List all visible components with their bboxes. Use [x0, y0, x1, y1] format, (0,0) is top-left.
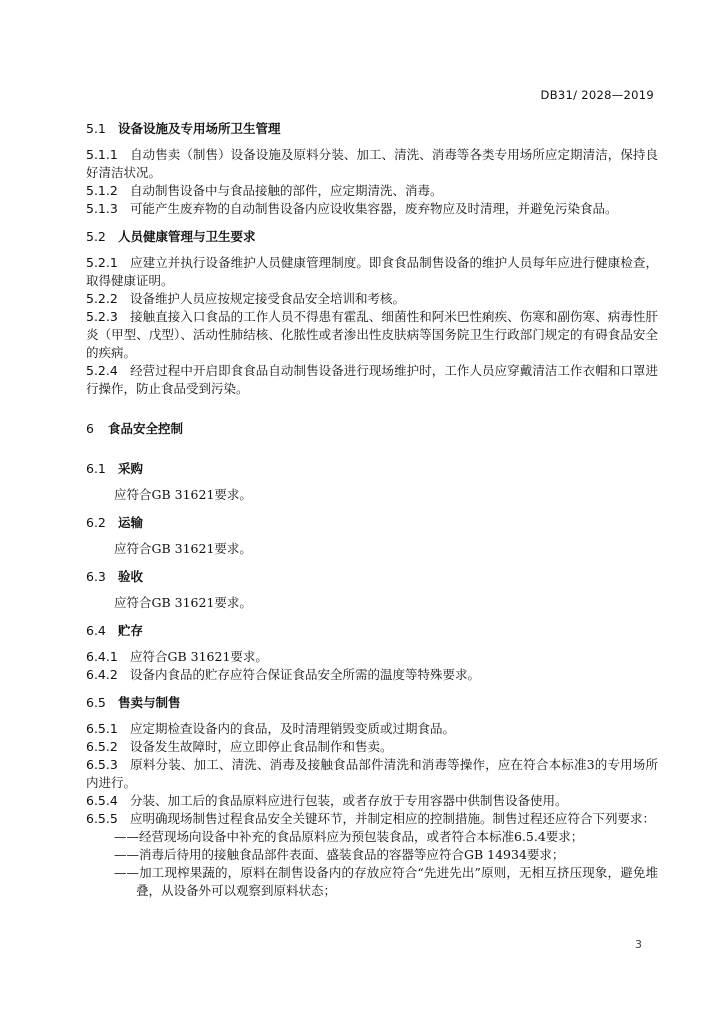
section-title: 售卖与制售 [118, 695, 181, 710]
clause-number: 6.5.5 [86, 811, 118, 826]
page-number: 3 [635, 938, 642, 951]
clause-number: 6.5.3 [86, 757, 118, 772]
section-number: 6.5 [86, 695, 106, 710]
clause-text: 应明确现场制售过程食品安全关键环节，并制定相应的控制措施。制售过程还应符合下列要求： [130, 811, 656, 826]
section-number: 6.3 [86, 569, 106, 584]
requirement-text: 应符合GB 31621要求。 [114, 595, 252, 610]
clause-text: 设备维护人员应按规定接受食品安全培训和考核。 [130, 291, 406, 306]
clause-number: 5.2.2 [86, 291, 118, 306]
clause [86, 182, 658, 200]
clause-text: 自动售卖（制售）设备设施及原料分装、加工、清洗、消毒等各类专用场所应定期清洁，保持良好清洁状况。 [86, 147, 658, 180]
clause [86, 308, 658, 362]
clause-number: 6.5.2 [86, 739, 118, 754]
list-item: ——经营现场向设备中补充的食品原料应为预包装食品，或者符合本标准6.5.4要求； [114, 829, 584, 844]
clause-number: 6.4.1 [86, 649, 118, 664]
section-title: 食品安全控制 [108, 421, 184, 436]
clause [86, 756, 658, 792]
section-number: 5.1 [86, 121, 106, 136]
section-heading [86, 460, 658, 478]
clause-text: 应定期检查设备内的食品，及时清理销毁变质或过期食品。 [130, 721, 456, 736]
list-item: ——消毒后待用的接触食品部件表面、盛装食品的容器等应符合GB 14934要求； [114, 847, 565, 862]
clause [86, 738, 658, 756]
section-title: 运输 [118, 515, 144, 530]
clause-text: 设备发生故障时，应立即停止食品制作和售卖。 [130, 739, 393, 754]
clause-number: 5.1.2 [86, 183, 118, 198]
section-title: 设备设施及专用场所卫生管理 [118, 121, 281, 136]
clause-number: 5.2.4 [86, 363, 118, 378]
clause [86, 648, 658, 666]
section-number: 6.1 [86, 461, 106, 476]
clause-text: 设备内食品的贮存应符合保证食品安全所需的温度等特殊要求。 [130, 667, 481, 682]
clause-text: 应建立并执行设备维护人员健康管理制度。即食食品制售设备的维护人员每年应进行健康检查，取得健康证明。 [86, 255, 658, 288]
clause-text: 应符合GB 31621要求。 [130, 649, 268, 664]
section-title: 采购 [118, 461, 144, 476]
section-title: 人员健康管理与卫生要求 [118, 229, 256, 244]
clause-number: 5.2.1 [86, 255, 118, 270]
clause [86, 792, 658, 810]
clause-number: 5.1.3 [86, 201, 118, 216]
section-number: 6.2 [86, 515, 106, 530]
standard-code: DB31/ 2028—2019 [540, 88, 654, 102]
list-item: ——加工现榨果蔬的，原料在制售设备内的存放应符合“先进先出”原则，无相互挤压现象，避免堆叠，从设备外可以观察到原料状态； [114, 865, 658, 898]
clause [86, 146, 658, 182]
clause-number: 6.4.2 [86, 667, 118, 682]
section-number: 6.4 [86, 623, 106, 638]
document-body [86, 120, 658, 900]
section-title: 贮存 [118, 623, 144, 638]
clause-number: 5.2.3 [86, 309, 118, 324]
clause-text: 原料分装、加工、清洗、消毒及接触食品部件清洗和消毒等操作，应在符合本标准3的专用场所内进行。 [86, 757, 658, 790]
clause [86, 362, 658, 398]
clause-text: 自动制售设备中与食品接触的部件，应定期清洗、消毒。 [130, 183, 443, 198]
section-heading [86, 694, 658, 712]
clause-text: 经营过程中开启即食食品自动制售设备进行现场维护时，工作人员应穿戴清洁工作衣帽和口罩进行操作，防止食品受到污染。 [86, 363, 658, 396]
clause [86, 200, 658, 218]
clause [86, 666, 658, 684]
clause-number: 5.1.1 [86, 147, 118, 162]
section-heading [86, 622, 658, 640]
section-number: 6 [86, 421, 94, 436]
clause-text: 分装、加工后的食品原料应进行包装，或者存放于专用容器中供制售设备使用。 [130, 793, 568, 808]
clause [86, 254, 658, 290]
section-heading [86, 568, 658, 586]
requirement-text: 应符合GB 31621要求。 [114, 487, 252, 502]
clause-text: 接触直接入口食品的工作人员不得患有霍乱、细菌性和阿米巴性痢疾、伤寒和副伤寒、病毒性肝炎（甲型、戊型）、活动性肺结核、化脓性或者渗出性皮肤病等国务院卫生行政部门规定的有碍食品安全的疾病。 [86, 309, 658, 360]
clause-number: 6.5.4 [86, 793, 118, 808]
clause-text: 可能产生废弃物的自动制售设备内应设收集容器，废弃物应及时清理，并避免污染食品。 [130, 201, 618, 216]
section-heading [86, 120, 658, 138]
section-title: 验收 [118, 569, 144, 584]
section-number: 5.2 [86, 229, 106, 244]
section-heading [86, 228, 658, 246]
clause [86, 720, 658, 738]
clause [86, 290, 658, 308]
requirement-text: 应符合GB 31621要求。 [114, 541, 252, 556]
clause [86, 810, 658, 828]
section-heading [86, 420, 658, 438]
section-heading [86, 514, 658, 532]
clause-number: 6.5.1 [86, 721, 118, 736]
